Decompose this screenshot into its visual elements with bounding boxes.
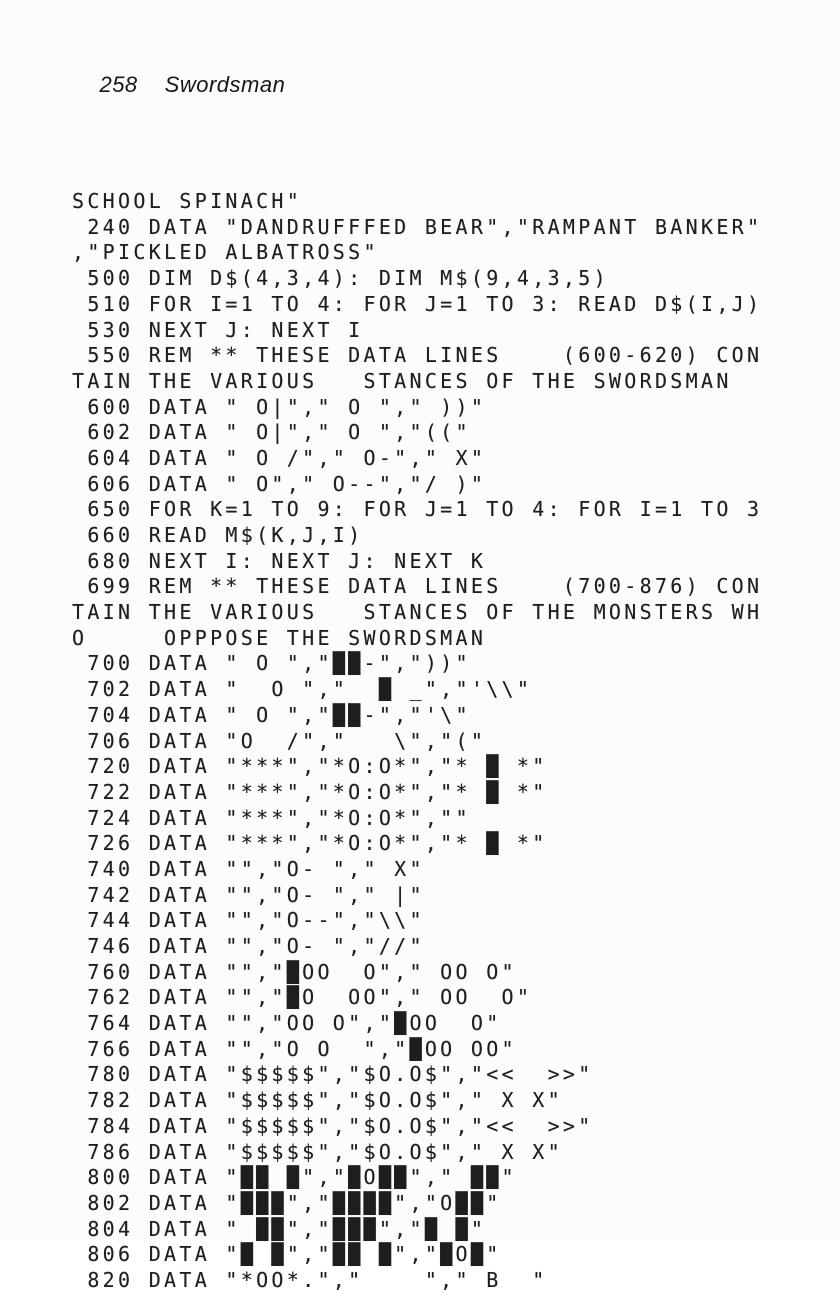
code-line: 700 DATA " O ","██-","))" bbox=[72, 651, 471, 676]
code-line: 786 DATA "$$$$$","$O.O$"," X X" bbox=[72, 1139, 563, 1164]
code-line: 742 DATA "","O- "," |" bbox=[72, 882, 425, 907]
code-line: 764 DATA "","OO O","█OO O" bbox=[72, 1011, 502, 1036]
code-line: TAIN THE VARIOUS STANCES OF THE SWORDSMAN bbox=[72, 368, 732, 393]
code-line: 530 NEXT J: NEXT I bbox=[72, 317, 364, 342]
code-line: 744 DATA "","O--","\\" bbox=[72, 908, 425, 933]
code-line: 782 DATA "$$$$$","$O.O$"," X X" bbox=[72, 1088, 563, 1113]
code-line: 699 REM ** THESE DATA LINES (700-876) CON bbox=[72, 574, 763, 599]
code-line: 766 DATA "","O O ","█OO OO" bbox=[72, 1036, 517, 1061]
code-line: 706 DATA "O /"," \","(" bbox=[72, 728, 487, 753]
code-line: 806 DATA "█ █","██ █","█O█" bbox=[72, 1242, 502, 1267]
code-line: 802 DATA "███","████","O██" bbox=[72, 1190, 502, 1215]
code-line: ,"PICKLED ALBATROSS" bbox=[72, 240, 379, 265]
code-line: 704 DATA " O ","██-","'\" bbox=[72, 702, 471, 727]
code-line: 600 DATA " O|"," O "," ))" bbox=[72, 394, 487, 419]
code-line: 760 DATA "","█OO O"," OO O" bbox=[72, 959, 517, 984]
code-line: 780 DATA "$$$$$","$O.O$","<< >>" bbox=[72, 1062, 594, 1087]
code-line: 804 DATA " ██","███","█ █" bbox=[72, 1216, 487, 1241]
code-line: 650 FOR K=1 TO 9: FOR J=1 TO 4: FOR I=1 TO 3 bbox=[72, 497, 763, 522]
code-line: 240 DATA "DANDRUFFFED BEAR","RAMPANT BANKER" bbox=[72, 214, 763, 239]
code-line: 510 FOR I=1 TO 4: FOR J=1 TO 3: READ D$(I,J) bbox=[72, 291, 763, 316]
code-line: 660 READ M$(K,J,I) bbox=[72, 523, 364, 548]
code-line: TAIN THE VARIOUS STANCES OF THE MONSTERS WH bbox=[72, 600, 763, 625]
code-line: 762 DATA "","█O OO"," OO O" bbox=[72, 985, 533, 1010]
code-line: 784 DATA "$$$$$","$O.O$","<< >>" bbox=[72, 1113, 594, 1138]
page-number: 258 bbox=[99, 72, 138, 97]
code-line: SCHOOL SPINACH" bbox=[72, 189, 303, 214]
code-line: 722 DATA "***","*O:O*","* █ *" bbox=[72, 779, 548, 804]
code-line: 604 DATA " O /"," O-"," X" bbox=[72, 445, 487, 470]
code-line: 724 DATA "***","*O:O*","" bbox=[72, 805, 471, 830]
code-line: 702 DATA " O "," █ _","'\\" bbox=[72, 677, 533, 702]
code-line: 746 DATA "","O- ","//" bbox=[72, 934, 425, 959]
code-line: 606 DATA " O"," O--","/ )" bbox=[72, 471, 487, 496]
code-line: 550 REM ** THESE DATA LINES (600-620) CON bbox=[72, 343, 763, 368]
code-line: 500 DIM D$(4,3,4): DIM M$(9,4,3,5) bbox=[72, 266, 609, 291]
chapter-title: Swordsman bbox=[164, 72, 286, 97]
code-line: O OPPPOSE THE SWORDSMAN bbox=[72, 625, 487, 650]
code-line: 740 DATA "","O- "," X" bbox=[72, 856, 425, 881]
code-line: 602 DATA " O|"," O ","((" bbox=[72, 420, 471, 445]
code-line: 800 DATA "██ █","█O██"," ██" bbox=[72, 1165, 517, 1190]
code-line: 726 DATA "***","*O:O*","* █ *" bbox=[72, 831, 548, 856]
code-line: 820 DATA "*OO*."," "," B " bbox=[72, 1267, 548, 1292]
code-listing bbox=[72, 112, 762, 1294]
code-line: 720 DATA "***","*O:O*","* █ *" bbox=[72, 754, 548, 779]
code-line: 680 NEXT I: NEXT J: NEXT K bbox=[72, 548, 487, 573]
